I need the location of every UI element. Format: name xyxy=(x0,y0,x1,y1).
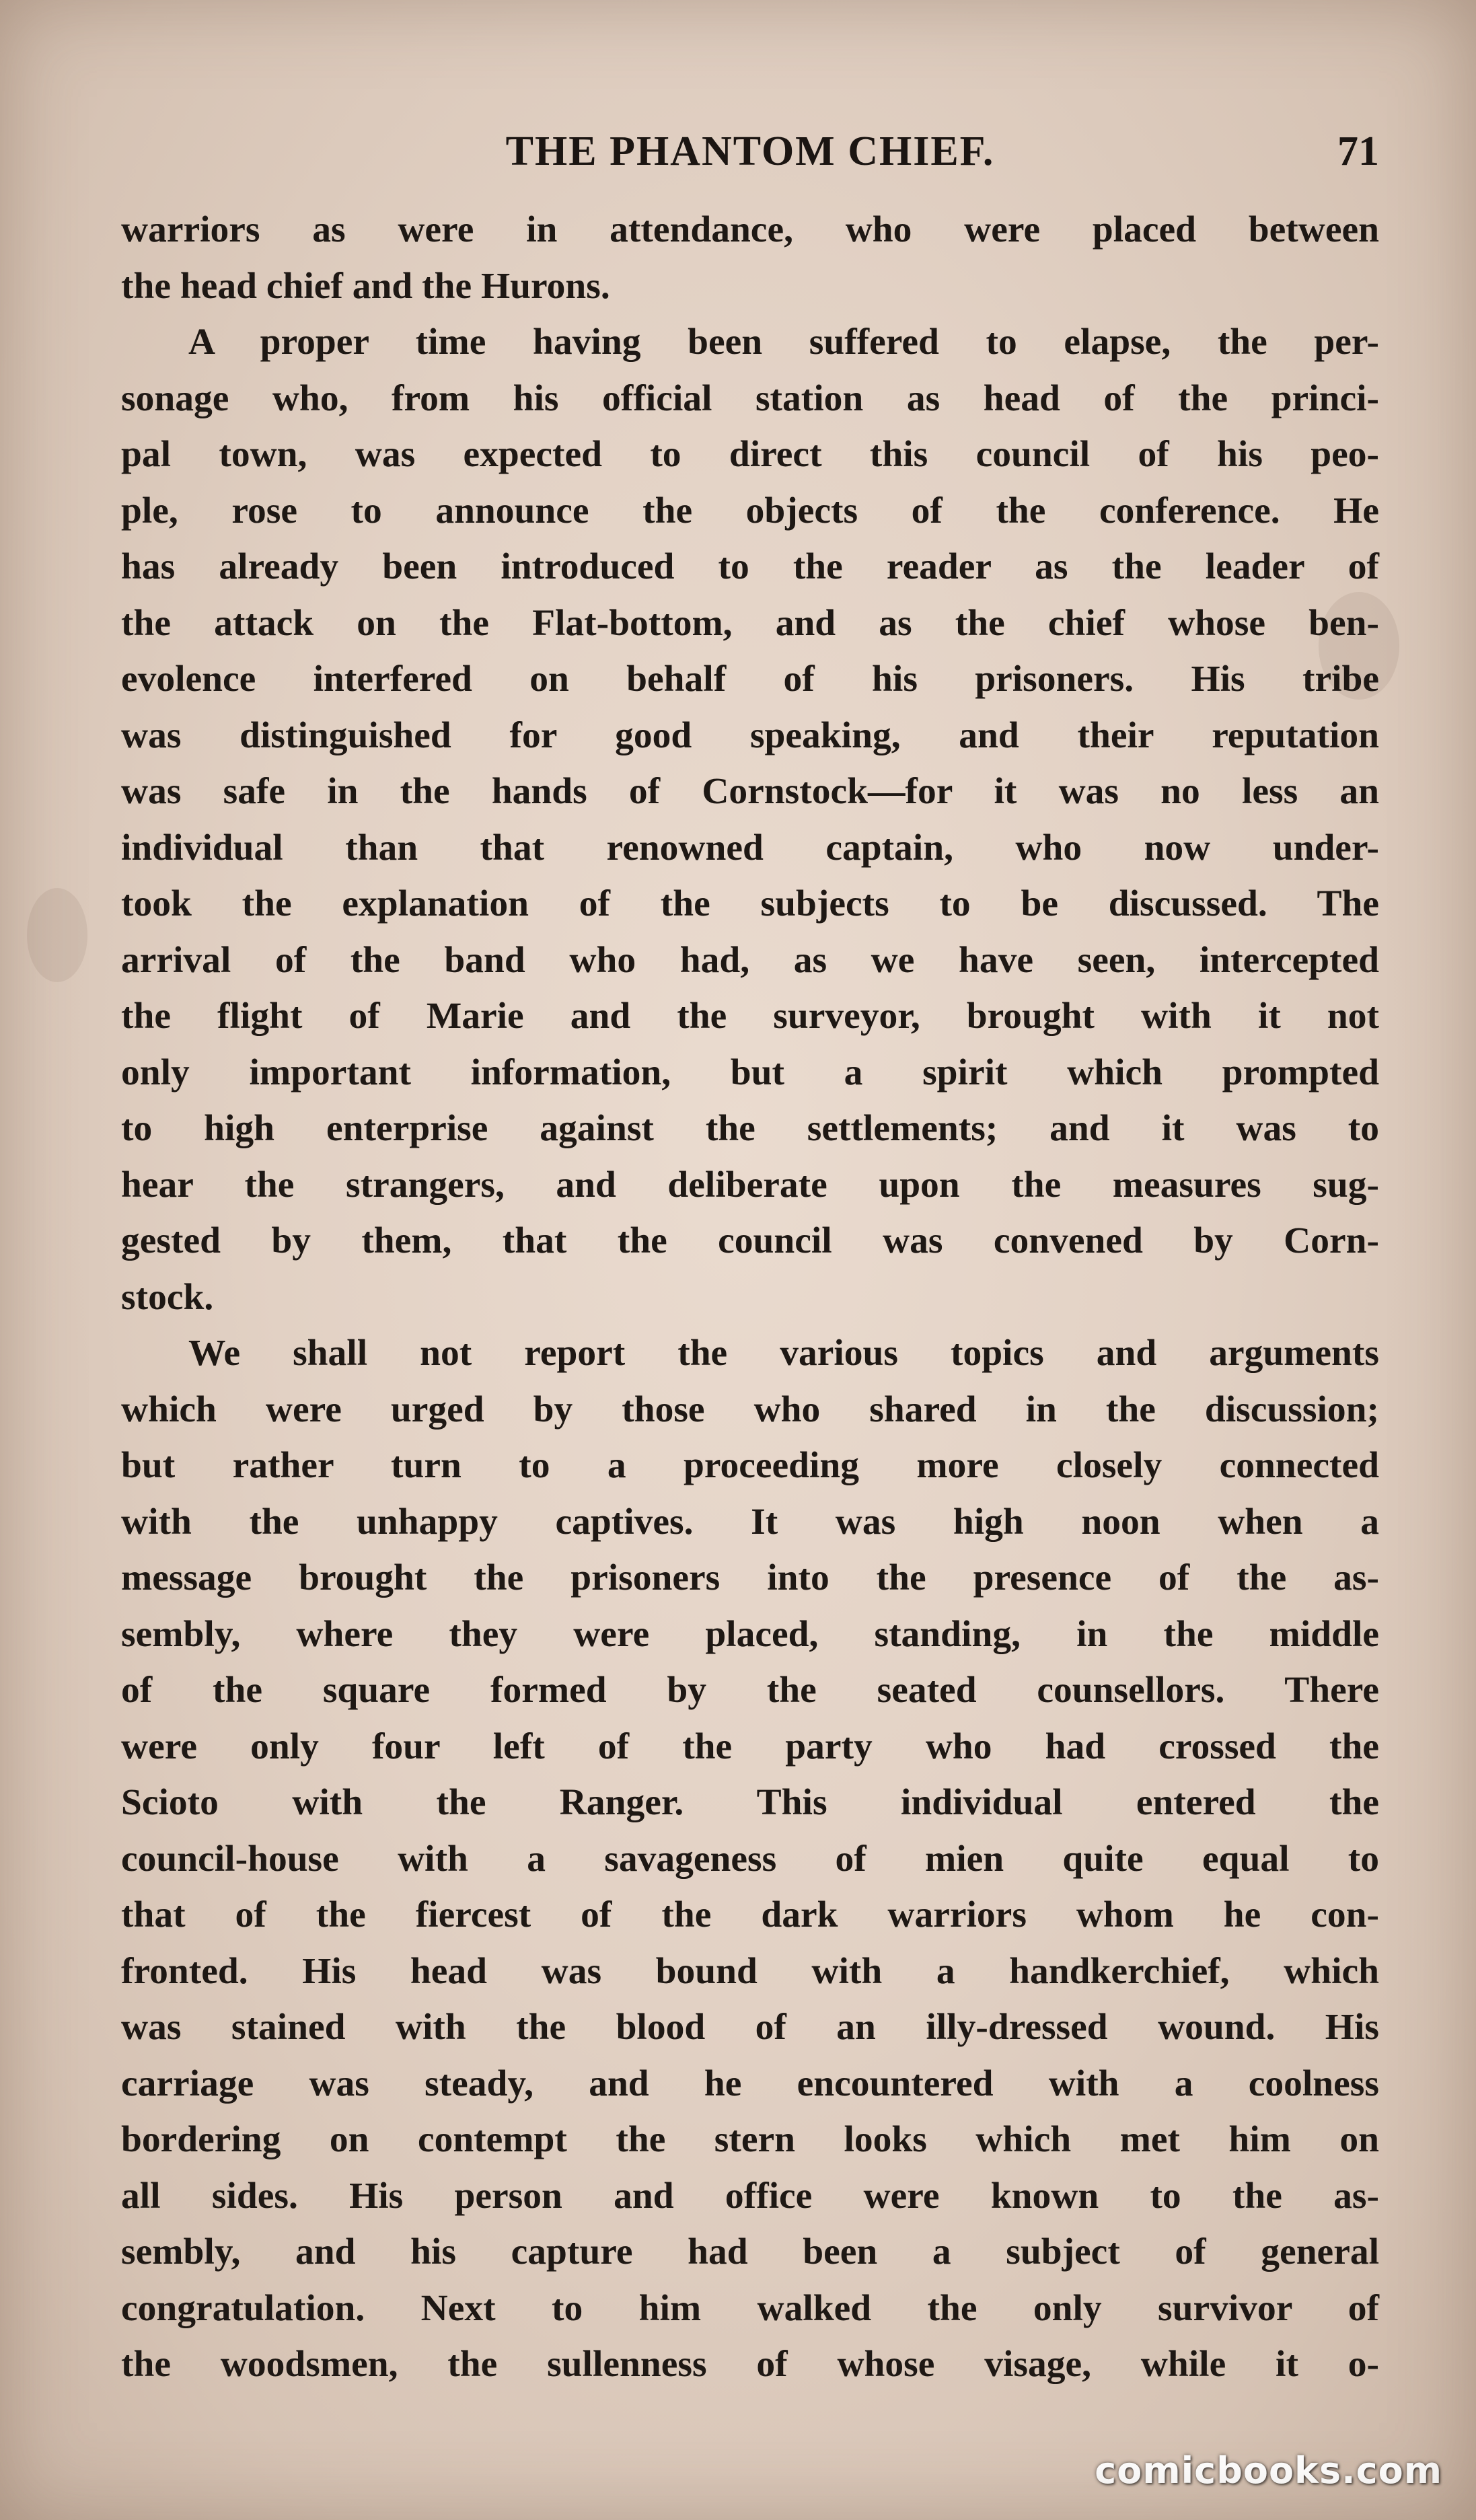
text-line: to high enterprise against the settlements; and it was to xyxy=(121,1108,1379,1149)
text-line: carriage was steady, and he encountered with a coolness xyxy=(121,2063,1379,2104)
page-number: 71 xyxy=(1337,128,1379,174)
text-line: the attack on the Flat-bottom, and as the chief whose ben- xyxy=(121,602,1379,644)
text-line: the woodsmen, the sullenness of whose visage, while it o- xyxy=(121,2344,1379,2385)
body-text xyxy=(121,202,1379,2393)
text-line: were only four left of the party who had crossed the xyxy=(121,1726,1379,1767)
text-line: was stained with the blood of an illy-dressed wound. His xyxy=(121,2007,1379,2048)
text-line: fronted. His head was bound with a handkerchief, which xyxy=(121,1950,1379,1992)
page-header xyxy=(121,128,1379,188)
text-line: hear the strangers, and deliberate upon the measures sug- xyxy=(121,1164,1379,1206)
text-line: individual than that renowned captain, who now under- xyxy=(121,827,1379,868)
text-line: but rather turn to a proceeding more closely connected xyxy=(121,1445,1379,1486)
text-line: was safe in the hands of Cornstock—for it was no less an xyxy=(121,771,1379,812)
text-line: bordering on contempt the stern looks which met him on xyxy=(121,2119,1379,2160)
text-line: congratulation. Next to him walked the only survivor of xyxy=(121,2287,1379,2329)
text-line: with the unhappy captives. It was high noon when a xyxy=(121,1501,1379,1543)
text-line: only important information, but a spirit which prompted xyxy=(121,1051,1379,1093)
text-line: stock. xyxy=(121,1276,214,1318)
text-line: has already been introduced to the reader as the leader of xyxy=(121,546,1379,587)
text-line: evolence interfered on behalf of his prisoners. His tribe xyxy=(121,659,1379,700)
text-line: ple, rose to announce the objects of the conference. He xyxy=(121,490,1379,531)
text-line: the flight of Marie and the surveyor, brought with it not xyxy=(121,996,1379,1037)
text-line: sonage who, from his official station as head of the princi- xyxy=(121,377,1379,419)
text-line: message brought the prisoners into the presence of the as- xyxy=(121,1557,1379,1598)
text-line: pal town, was expected to direct this council of his peo- xyxy=(121,434,1379,475)
text-line: warriors as were in attendance, who were placed between xyxy=(121,209,1379,250)
text-line: that of the fiercest of the dark warriors whom he con- xyxy=(121,1894,1379,1935)
running-title: THE PHANTOM CHIEF. xyxy=(505,128,995,174)
text-line: all sides. His person and office were known to the as- xyxy=(121,2175,1379,2217)
paragraph-first-line: A proper time having been suffered to elapse, the per- xyxy=(188,322,1379,363)
text-line: arrival of the band who had, as we have seen, intercepted xyxy=(121,939,1379,981)
text-line: sembly, where they were placed, standing, in the middle xyxy=(121,1613,1379,1655)
text-line: took the explanation of the subjects to be discussed. The xyxy=(121,883,1379,924)
paragraph-first-line: We shall not report the various topics and arguments xyxy=(188,1333,1379,1374)
text-line: was distinguished for good speaking, and their reputation xyxy=(121,714,1379,756)
text-line: of the square formed by the seated counsellors. There xyxy=(121,1670,1379,1711)
watermark: comicbooks.com xyxy=(1095,2449,1442,2492)
text-line: the head chief and the Hurons. xyxy=(121,265,610,307)
page-stain xyxy=(27,888,87,982)
text-line: gested by them, that the council was convened by Corn- xyxy=(121,1220,1379,1261)
text-line: sembly, and his capture had been a subject of general xyxy=(121,2231,1379,2272)
text-line: which were urged by those who shared in the discussion; xyxy=(121,1388,1379,1430)
text-line: Scioto with the Ranger. This individual entered the xyxy=(121,1782,1379,1823)
text-line: council-house with a savageness of mien quite equal to xyxy=(121,1838,1379,1880)
